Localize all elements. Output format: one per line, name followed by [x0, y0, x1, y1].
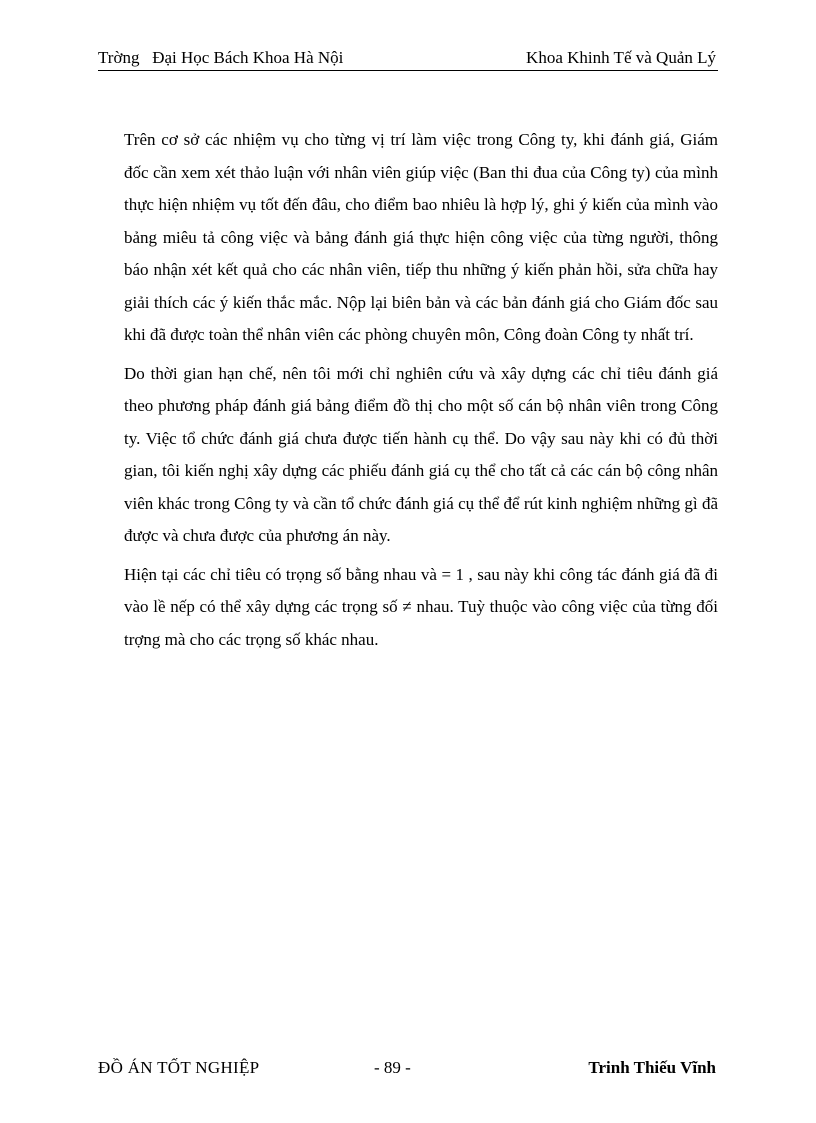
- page-number: - 89 -: [374, 1058, 411, 1077]
- header-faculty: Khoa Khinh Tế và Quản Lý: [526, 48, 716, 67]
- document-body: [124, 124, 718, 662]
- paragraph-1: Trên cơ sở các nhiệm vụ cho từng vị trí làm việc trong Công ty, khi đánh giá, Giám đốc cần xem xét thảo luận với nhân viên giúp việc (Ban thi đua của Công ty) của mình thực hiện nhiệm vụ tốt đến đâu, cho điểm bao nhiêu là hợp lý, ghi ý kiến của mình vào bảng miêu tả công việc và bảng đánh giá thực hiện công việc của từng người, thông báo nhận xét kết quả cho các nhân viên, tiếp thu những ý kiến phản hồi, sửa chữa hay giải thích các ý kiến thắc mắc. Nộp lại biên bản và các bản đánh giá cho Giám đốc sau khi đã được toàn thể nhân viên các phòng chuyên môn, Công đoàn Công ty nhất trí.: [124, 130, 718, 344]
- footer-author: Trinh Thiếu Vĩnh: [588, 1058, 716, 1077]
- paragraph-2: Do thời gian hạn chế, nên tôi mới chỉ nghiên cứu và xây dựng các chỉ tiêu đánh giá theo phương pháp đánh giá bảng điểm đồ thị cho một số cán bộ nhân viên trong Công ty. Việc tổ chức đánh giá chưa được tiến hành cụ thể. Do vậy sau này khi có đủ thời gian, tôi kiến nghị xây dựng các phiếu đánh giá cụ thể cho tất cả các cán bộ công nhân viên khác trong Công ty và cần tổ chức đánh giá cụ thể để rút kinh nghiệm những gì đã được và chưa được của phương án này.: [124, 363, 718, 545]
- footer-document-type: ĐỒ ÁN TỐT NGHIỆP: [98, 1058, 260, 1077]
- page-footer: [98, 1058, 718, 1082]
- page-header: [98, 48, 718, 71]
- paragraph-3: Hiện tại các chỉ tiêu có trọng số bằng nhau và = 1 , sau này khi công tác đánh giá đã đi vào lề nếp có thể xây dựng các trọng số ≠ nhau. Tuỳ thuộc vào công việc của từng đối trợng mà cho các trọng số khác nhau.: [124, 564, 718, 649]
- header-university: Trờng Đại Học Bách Khoa Hà Nội: [98, 48, 344, 67]
